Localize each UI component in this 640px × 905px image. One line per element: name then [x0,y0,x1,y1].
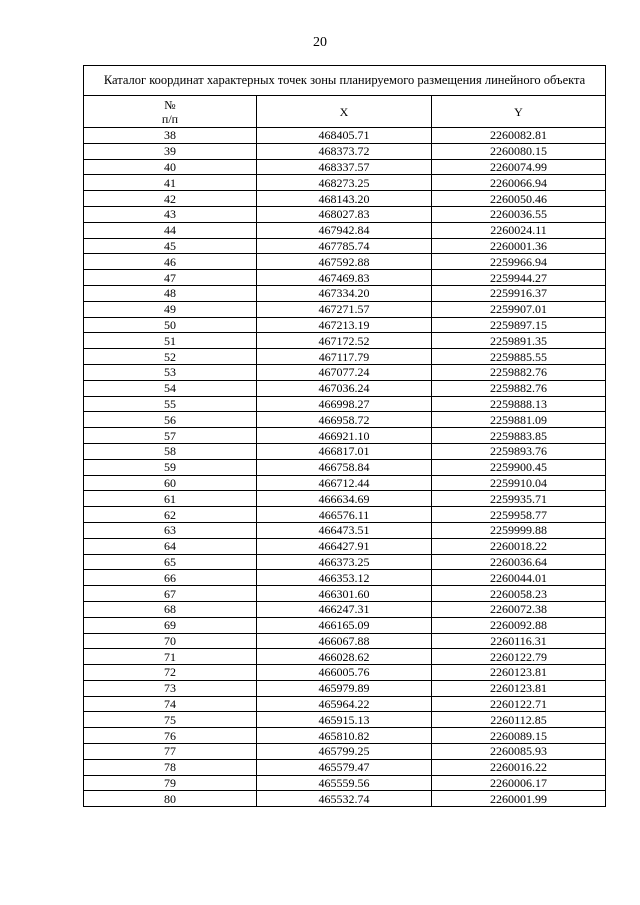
cell-x: 466998.27 [257,396,432,412]
cell-num: 72 [84,665,257,681]
cell-num: 40 [84,159,257,175]
cell-num: 55 [84,396,257,412]
page-number: 20 [313,35,327,50]
table-row [84,680,606,696]
cell-y: 2260122.79 [432,649,606,665]
cell-x: 466576.11 [257,507,432,523]
table-row [84,665,606,681]
cell-x: 466958.72 [257,412,432,428]
cell-x: 467172.52 [257,333,432,349]
cell-num: 50 [84,317,257,333]
cell-y: 2260112.85 [432,712,606,728]
cell-num: 46 [84,254,257,270]
column-header-y: Y [432,96,606,128]
cell-x: 466005.76 [257,665,432,681]
table-row [84,570,606,586]
table-row [84,475,606,491]
cell-num: 71 [84,649,257,665]
cell-num: 79 [84,775,257,791]
cell-x: 466373.25 [257,554,432,570]
cell-x: 465979.89 [257,680,432,696]
cell-x: 467117.79 [257,349,432,365]
cell-num: 42 [84,191,257,207]
cell-y: 2259958.77 [432,507,606,523]
cell-num: 54 [84,380,257,396]
cell-y: 2259883.85 [432,428,606,444]
cell-x: 468405.71 [257,128,432,144]
coordinate-catalog-table [83,65,606,807]
cell-num: 61 [84,491,257,507]
table-row [84,728,606,744]
cell-x: 468143.20 [257,191,432,207]
cell-num: 69 [84,617,257,633]
table-row [84,238,606,254]
column-header-number-symbol: № [164,97,176,112]
cell-x: 466247.31 [257,601,432,617]
cell-x: 466758.84 [257,459,432,475]
cell-y: 2260080.15 [432,143,606,159]
cell-y: 2259885.55 [432,349,606,365]
cell-y: 2260122.71 [432,696,606,712]
cell-x: 466712.44 [257,475,432,491]
cell-num: 44 [84,222,257,238]
table-row [84,380,606,396]
cell-x: 467942.84 [257,222,432,238]
cell-x: 467271.57 [257,301,432,317]
cell-y: 2260123.81 [432,665,606,681]
cell-num: 73 [84,680,257,696]
cell-y: 2259897.15 [432,317,606,333]
cell-num: 56 [84,412,257,428]
column-header-x: X [257,96,432,128]
cell-y: 2259888.13 [432,396,606,412]
cell-num: 53 [84,364,257,380]
cell-num: 59 [84,459,257,475]
table-row [84,649,606,665]
cell-x: 466067.88 [257,633,432,649]
cell-x: 466427.91 [257,538,432,554]
cell-y: 2259944.27 [432,270,606,286]
cell-x: 465532.74 [257,791,432,807]
table-row [84,128,606,144]
cell-num: 66 [84,570,257,586]
table-row [84,412,606,428]
cell-y: 2260123.81 [432,680,606,696]
cell-num: 76 [84,728,257,744]
cell-num: 58 [84,443,257,459]
cell-y: 2260006.17 [432,775,606,791]
cell-num: 70 [84,633,257,649]
table-row [84,364,606,380]
table-row [84,601,606,617]
cell-y: 2259916.37 [432,285,606,301]
cell-y: 2260001.99 [432,791,606,807]
table-row [84,254,606,270]
table-row [84,175,606,191]
table-row [84,491,606,507]
cell-y: 2259999.88 [432,522,606,538]
cell-x: 466028.62 [257,649,432,665]
cell-y: 2260044.01 [432,570,606,586]
table-row [84,349,606,365]
cell-y: 2260116.31 [432,633,606,649]
table-row [84,333,606,349]
cell-y: 2260092.88 [432,617,606,633]
cell-num: 67 [84,586,257,602]
table-row [84,554,606,570]
cell-y: 2259891.35 [432,333,606,349]
cell-num: 57 [84,428,257,444]
cell-x: 465579.47 [257,759,432,775]
cell-y: 2260036.55 [432,206,606,222]
cell-num: 49 [84,301,257,317]
cell-y: 2260024.11 [432,222,606,238]
cell-x: 468373.72 [257,143,432,159]
cell-num: 45 [84,238,257,254]
cell-num: 48 [84,285,257,301]
cell-num: 63 [84,522,257,538]
cell-y: 2259966.94 [432,254,606,270]
cell-y: 2259907.01 [432,301,606,317]
cell-num: 68 [84,601,257,617]
cell-y: 2259900.45 [432,459,606,475]
table-row [84,459,606,475]
cell-num: 64 [84,538,257,554]
cell-y: 2260050.46 [432,191,606,207]
table-row [84,270,606,286]
table-row [84,712,606,728]
table-row [84,396,606,412]
table-row [84,538,606,554]
cell-x: 466473.51 [257,522,432,538]
cell-x: 465799.25 [257,744,432,760]
table-row [84,443,606,459]
cell-x: 466353.12 [257,570,432,586]
table-row [84,301,606,317]
table-title: Каталог координат характерных точек зоны планируемого размещения линейного объекта [84,66,606,96]
table-row [84,744,606,760]
cell-x: 468027.83 [257,206,432,222]
table-row [84,428,606,444]
cell-y: 2260082.81 [432,128,606,144]
cell-x: 467036.24 [257,380,432,396]
cell-x: 468273.25 [257,175,432,191]
cell-num: 52 [84,349,257,365]
cell-num: 39 [84,143,257,159]
table-row [84,206,606,222]
cell-y: 2259910.04 [432,475,606,491]
table-row [84,696,606,712]
cell-y: 2260085.93 [432,744,606,760]
table-row [84,191,606,207]
cell-y: 2259893.76 [432,443,606,459]
cell-x: 467785.74 [257,238,432,254]
cell-x: 466921.10 [257,428,432,444]
table-body [84,128,606,807]
table-row [84,791,606,807]
cell-y: 2260018.22 [432,538,606,554]
cell-x: 468337.57 [257,159,432,175]
cell-x: 465810.82 [257,728,432,744]
cell-y: 2260074.99 [432,159,606,175]
table-row [84,222,606,238]
cell-num: 62 [84,507,257,523]
cell-num: 60 [84,475,257,491]
cell-num: 51 [84,333,257,349]
cell-x: 466817.01 [257,443,432,459]
cell-x: 467592.88 [257,254,432,270]
cell-y: 2259882.76 [432,364,606,380]
cell-y: 2260072.38 [432,601,606,617]
cell-y: 2260066.94 [432,175,606,191]
cell-x: 466634.69 [257,491,432,507]
table-row [84,317,606,333]
cell-num: 77 [84,744,257,760]
table-row [84,759,606,775]
cell-y: 2259882.76 [432,380,606,396]
cell-num: 65 [84,554,257,570]
table-row [84,586,606,602]
cell-num: 78 [84,759,257,775]
cell-y: 2260016.22 [432,759,606,775]
cell-num: 80 [84,791,257,807]
column-header-number-label: п/п [161,111,179,126]
cell-x: 467334.20 [257,285,432,301]
cell-x: 465559.56 [257,775,432,791]
table-row [84,522,606,538]
cell-x: 465964.22 [257,696,432,712]
cell-y: 2260058.23 [432,586,606,602]
table-row [84,633,606,649]
cell-y: 2260036.64 [432,554,606,570]
cell-num: 74 [84,696,257,712]
cell-y: 2260089.15 [432,728,606,744]
cell-num: 47 [84,270,257,286]
table-row [84,285,606,301]
cell-x: 466165.09 [257,617,432,633]
cell-num: 38 [84,128,257,144]
cell-num: 43 [84,206,257,222]
cell-num: 41 [84,175,257,191]
cell-x: 467469.83 [257,270,432,286]
table-row [84,617,606,633]
table-row [84,143,606,159]
cell-y: 2260001.36 [432,238,606,254]
column-header-number [84,96,257,128]
table-row [84,775,606,791]
cell-y: 2259881.09 [432,412,606,428]
table-row [84,159,606,175]
cell-x: 465915.13 [257,712,432,728]
cell-x: 467077.24 [257,364,432,380]
table-row [84,507,606,523]
cell-y: 2259935.71 [432,491,606,507]
cell-x: 466301.60 [257,586,432,602]
cell-num: 75 [84,712,257,728]
cell-x: 467213.19 [257,317,432,333]
